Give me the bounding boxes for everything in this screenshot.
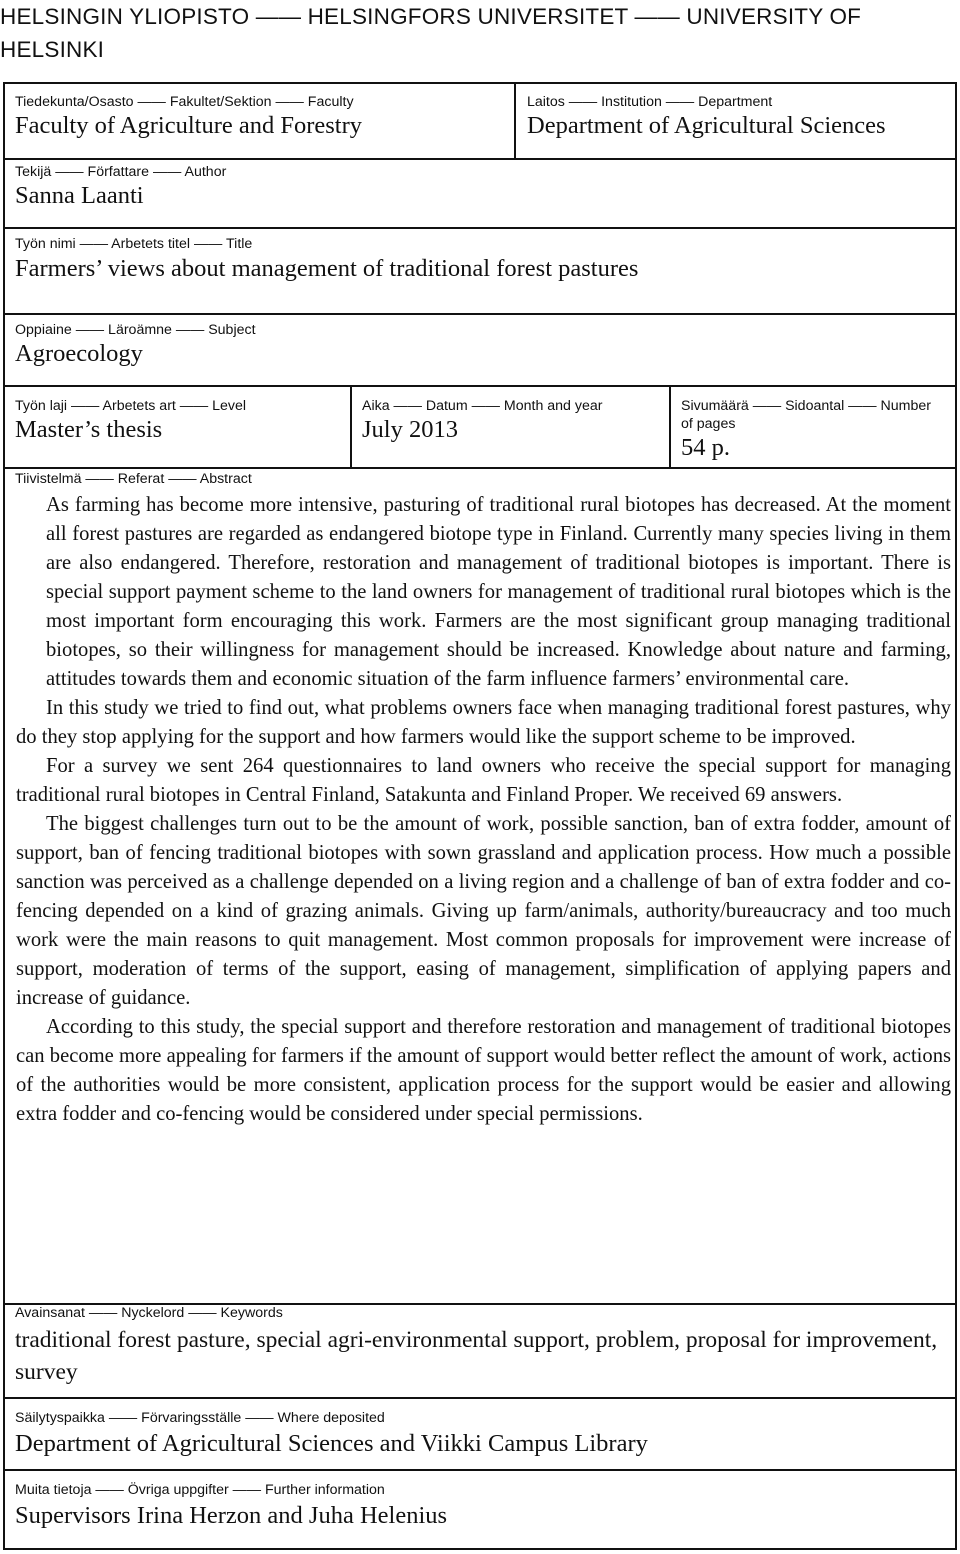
abstract-paragraph: The biggest challenges turn out to be the amount of work, possible sanction, ban of extra fodder, amount of support, ban of fencing traditional biotopes with sown grassland and application process. How much a possible sanction was perceived as a challenge depended on a living region and a challenge of ban of extra fodder and co-fencing depended on a kind of grazing animals. Giving up farm/animals, authority/bureaucracy and too much work were the main reasons to quit management. Most common proposals for improvement were increase of support, moderation of terms of the support, easing of management, simplification of applying papers and increase of guidance. [16, 813, 951, 1009]
abstract-label: Tiivistelmä —— Referat —— Abstract [15, 471, 252, 487]
level-label: Työn laji —— Arbetets art —— Level [15, 398, 247, 414]
abstract-paragraph: As farming has become more intensive, pasturing of traditional rural biotopes has decreased. At the moment all forest pastures are regarded as endangered biotope type in Finland. Currently many species living in them are also endangered. Therefore, restoration and management of traditional biotopes is important. There is special support payment scheme to the land owners for management of traditional rural biotopes which is the most important form encouraging this work. Farmers are the most significant group managing traditional biotopes, so their willingness for management should be increased. Knowledge about nature and farming, attitudes towards them and economic situation of the farm influence farmers’ environmental care. [46, 494, 951, 690]
deposited-cell [15, 1409, 945, 1459]
thesis-abstract-form [3, 82, 957, 1550]
abstract-text [16, 491, 951, 1129]
abstract-paragraph: According to this study, the special support and therefore restoration and management of traditional biotopes can become more appealing for farmers if the amount of support would better reflect the amount of work, actions of the authorities would be more consistent, application process for the support would be easier and allowing extra fodder and co-fencing would be considered under special permissions. [16, 1016, 951, 1125]
pages-label: Sivumäärä —— Sidoantal —— Number [681, 398, 931, 414]
university-header: HELSINGIN YLIOPISTO —— HELSINGFORS UNIVERSITET —— UNIVERSITY OF HELSINKI [0, 4, 862, 62]
level-cell [15, 397, 345, 445]
date-label: Aika —— Datum —— Month and year [362, 398, 603, 414]
department-cell [527, 93, 952, 141]
keywords-cell [15, 1304, 945, 1388]
abstract-paragraph: In this study we tried to find out, what problems owners face when managing traditional forest pastures, why do they stop applying for the support and how farmers would like the support scheme to be improved. [16, 697, 951, 748]
pages-cell [681, 397, 951, 463]
deposited-value: Department of Agricultural Sciences and Viikki Campus Library [15, 1430, 648, 1457]
author-label: Tekijä —— Författare —— Author [15, 164, 227, 180]
divider-line [5, 1397, 955, 1399]
deposited-label: Säilytyspaikka —— Förvaringsställe —— Where deposited [15, 1410, 385, 1426]
further-value: Supervisors Irina Herzon and Juha Helenius [15, 1502, 448, 1529]
author-value: Sanna Laanti [15, 182, 144, 209]
subject-cell [15, 321, 945, 369]
faculty-cell [15, 93, 510, 141]
department-label: Laitos —— Institution —— Department [527, 94, 773, 110]
author-cell [15, 163, 945, 211]
divider-line [5, 467, 955, 469]
divider-line [5, 385, 955, 387]
faculty-label: Tiedekunta/Osasto —— Fakultet/Sektion —— Faculty [15, 94, 354, 110]
title-cell [15, 235, 945, 284]
date-pages-divider [669, 385, 671, 467]
department-value: Department of Agricultural Sciences [527, 112, 886, 139]
title-value: Farmers’ views about management of traditional forest pastures [15, 255, 639, 282]
level-date-divider [350, 385, 352, 467]
faculty-value: Faculty of Agriculture and Forestry [15, 112, 363, 139]
date-cell [362, 397, 662, 445]
subject-label: Oppiaine —— Läroämne —— Subject [15, 322, 256, 338]
title-label: Työn nimi —— Arbetets titel —— Title [15, 236, 253, 252]
subject-value: Agroecology [15, 340, 143, 367]
pages-value: 54 p. [681, 434, 730, 461]
level-value: Master’s thesis [15, 416, 163, 443]
further-cell [15, 1481, 945, 1531]
abstract-paragraph: For a survey we sent 264 questionnaires to land owners who receive the special support for managing traditional rural biotopes in Central Finland, Satakunta and Finland Proper. We received 69 answers. [16, 755, 951, 806]
date-value: July 2013 [362, 416, 458, 443]
further-label: Muita tietoja —— Övriga uppgifter —— Further information [15, 1482, 385, 1498]
divider-line [5, 227, 955, 229]
faculty-department-divider [514, 84, 516, 158]
keywords-value: traditional forest pasture, special agri-environmental support, problem, proposal for improvement, survey [15, 1327, 938, 1385]
keywords-label: Avainsanat —— Nyckelord —— Keywords [15, 1305, 283, 1321]
divider-line [5, 1469, 955, 1471]
divider-line [5, 158, 955, 160]
divider-line [5, 313, 955, 315]
pages-label-continued: of pages [681, 416, 736, 432]
